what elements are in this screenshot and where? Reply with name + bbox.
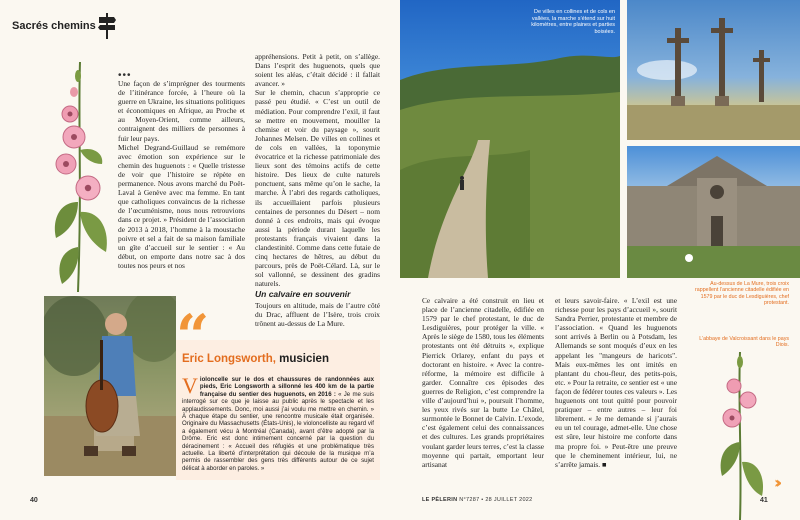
paragraph: Toujours en altitude, mais de l’autre côté du Drac, affluent de l’Isère, trois croix trônent au-dessus de La Mure. [255, 300, 380, 328]
cellist-photo [44, 296, 176, 476]
right-page [400, 0, 800, 520]
section-rubric: Sacrés chemins [12, 20, 96, 32]
sidebar-body: « Je me suis interrogé sur ce que je laisse au public après le spectacle et les applaudissements. Donc, moi aussi j’ai voulu me mettre en chemin. » À chaque étape du sentier, une rencontre musicale était organisée. Originaire du Massachusetts (États-Unis), le violoncelliste au regard vif a également vécu à Montréal (Canada), avant d’être adopté par la Drôme. Eric est donc intimement concerné par la question du déracinement : « Accueil des réfugiés et une problématique très actuelle. La liberté d’interprétation qui découle de la musique m’a permis de rassembler des gens très différents autour de ce sujet délicat à aborder en paroles. » [182, 390, 375, 472]
cellist-figure [44, 296, 176, 476]
paragraph: Sur le chemin, chacun s’approprie ce passé peu étudié. « C’est un outil de médiation. Pour comprendre l’exil, il faut se mettre en mouvement, mouiller la chemise et voir du paysage », sourit Johannes Melsen. De villes en collines et de cols en vallées, la toponymie évocatrice et la richesse patrimoniale des lieux sont des témoins actifs de cette histoire. Des lieux de culte naturels ponctuent, sans même qu’on le sache, la marche. À l’abri des regards catholiques, ils accueillaient parfois plusieurs centaines de personnes du Désert – nom donné à ces endroits, mais qui évoque aussi la période durant laquelle les protestants français vivaient dans la clandestinité. Comme dans cette futaie de cinq hectares de hêtres, au début du parcours, près de Poët-Célard. Là, sur le sol vallonné, se dessinent des gradins naturels. [255, 88, 380, 289]
sidebar-lead: ioloncelle sur le dos et chaussures de randonnées aux pieds, Eric Longsworth a sillonné les 400 km de la partie française du sentier des huguenots, en 2016 : [199, 376, 374, 398]
abbey-caption: L’abbaye de Valcroissant dans le pays Diois. [699, 336, 789, 349]
signpost-icon [97, 13, 117, 39]
end-mark: ■ [602, 459, 607, 469]
article-column-2 [255, 52, 380, 328]
hollyhock-illustration [48, 62, 118, 292]
next-page-arrow-icon: ›› [774, 473, 778, 492]
magazine-brand: LE PÈLERIN [422, 497, 458, 503]
sidebar-text [182, 373, 375, 472]
page-number-left: 40 [30, 497, 38, 504]
trail-landscape [400, 0, 620, 278]
three-crosses [627, 0, 800, 140]
hollyhock-illustration-right [710, 352, 770, 520]
article-column-3 [422, 296, 544, 469]
section-dots: ••• [118, 70, 132, 81]
drop-cap: V [182, 373, 198, 398]
trail-photo [400, 0, 620, 278]
paragraph: appréhensions. Petit à petit, on s’allège. Dans l’esprit des huguenots, quels que soient les aléas, c’était décidé : il fallait avancer. » [255, 52, 380, 89]
sidebar-title [182, 353, 329, 365]
page-number-right: 41 [760, 497, 768, 504]
sidebar-role: musicien [275, 353, 329, 365]
crosses-caption: Au-dessus de La Mure, trois croix rappellent l’ancienne citadelle édifiée en 1579 par le duc de Lesdiguières, chef protestant. [695, 281, 789, 306]
quote-mark-icon: “ [176, 302, 210, 370]
paragraph: Ce calvaire a été construit en lieu et place de l’ancienne citadelle, édifiée en 1579 par le chef protestant, le duc de Lesdiguières, pour protéger la ville. « Après le siège de 1580, tous les éléments protestants ont été détruits », explique Pierrick Orlarey, enfant du pays et doctorant en histoire. « Avec la contre-réforme, la mémoire est difficile à garder. Connaître ces épisodes des guerres de Religion, c’est comprendre la ville d’aujourd’hui », poursuit l’homme, les yeux rivés sur la butte Le Châtel, surmontée le Bonnet de Calvin. L’exode, c’est également celui des connaissances et des cultures. Les grands propriétaires voulant garder leurs terres, c’est la classe moyenne qui partait, emportant leur artisanat [422, 296, 544, 469]
issue-info: N°7287 • 28 JUILLET 2022 [457, 497, 533, 503]
abbey-building [627, 146, 800, 278]
magazine-footer [422, 497, 533, 503]
abbey-photo [627, 146, 800, 278]
article-column-1 [118, 79, 245, 270]
sidebar-name: Eric Longsworth, [182, 353, 276, 365]
crosses-photo [627, 0, 800, 140]
paragraph [555, 296, 677, 469]
trail-photo-caption: De villes en collines et de cols en vallées, la marche s’étend sur huit kilomètres, entre plaines et parties boisées. [531, 9, 615, 35]
paragraph: Michel Degrand-Guillaud se remémore avec émotion son expérience sur le chemin des huguenots : « Quelle tristesse de voir que l’histoire se répète en permanence. Nous avons marché du Poët-Laval à Genève avec ma femme. En tant que catholiques convaincus de la richesse de l’œcuménisme, nous nous retrouvions dans ce projet. » Président de l’association de 2013 à 2018, l’homme à la moustache poivre et sel a fait de sa maison familiale un gîte d’accueil sur le sentier : « Au début, on emporte dans notre sac à dos toutes nos peurs et nos [118, 142, 245, 270]
paragraph-text: et leurs savoir-faire. « L’exil est une richesse pour les pays d’accueil », sourit Sandra Perrier, protestante et membre de l’association. « Quand les huguenots sont arrivés à Berlin ou à Potsdam, les Allemands se sont moqués d’eux en les appelant les "mangeurs de haricots". Mais eux-mêmes les ont imités en plantant du chou-fleur, des petits-pois, etc. » Pour la retraite, ce sentier est « une façon de fédérer toutes ces valeurs ». Les huguenots ont tout quitté pour pouvoir pratiquer – entre autres – leur foi librement. « Je me demande si j’aurais eu un tel courage, admet-elle. Une chose est sûre, leur histoire me conforte dans ma propre foi. » Peut-être une preuve que le cheminement intérieur, lui, ne s’arrête jamais. [555, 296, 677, 469]
article-column-4 [555, 296, 677, 469]
paragraph: Une façon de s’imprégner des tourments de l’itinérance forcée, à l’heure où la guerre en Ukraine, les situations politiques et économiques en Afrique, au Proche et au Moyen-Orient, comme ailleurs, contraignent des milliers de personnes à fuir leur pays. [118, 79, 245, 143]
subheading: Un calvaire en souvenir [255, 289, 351, 300]
